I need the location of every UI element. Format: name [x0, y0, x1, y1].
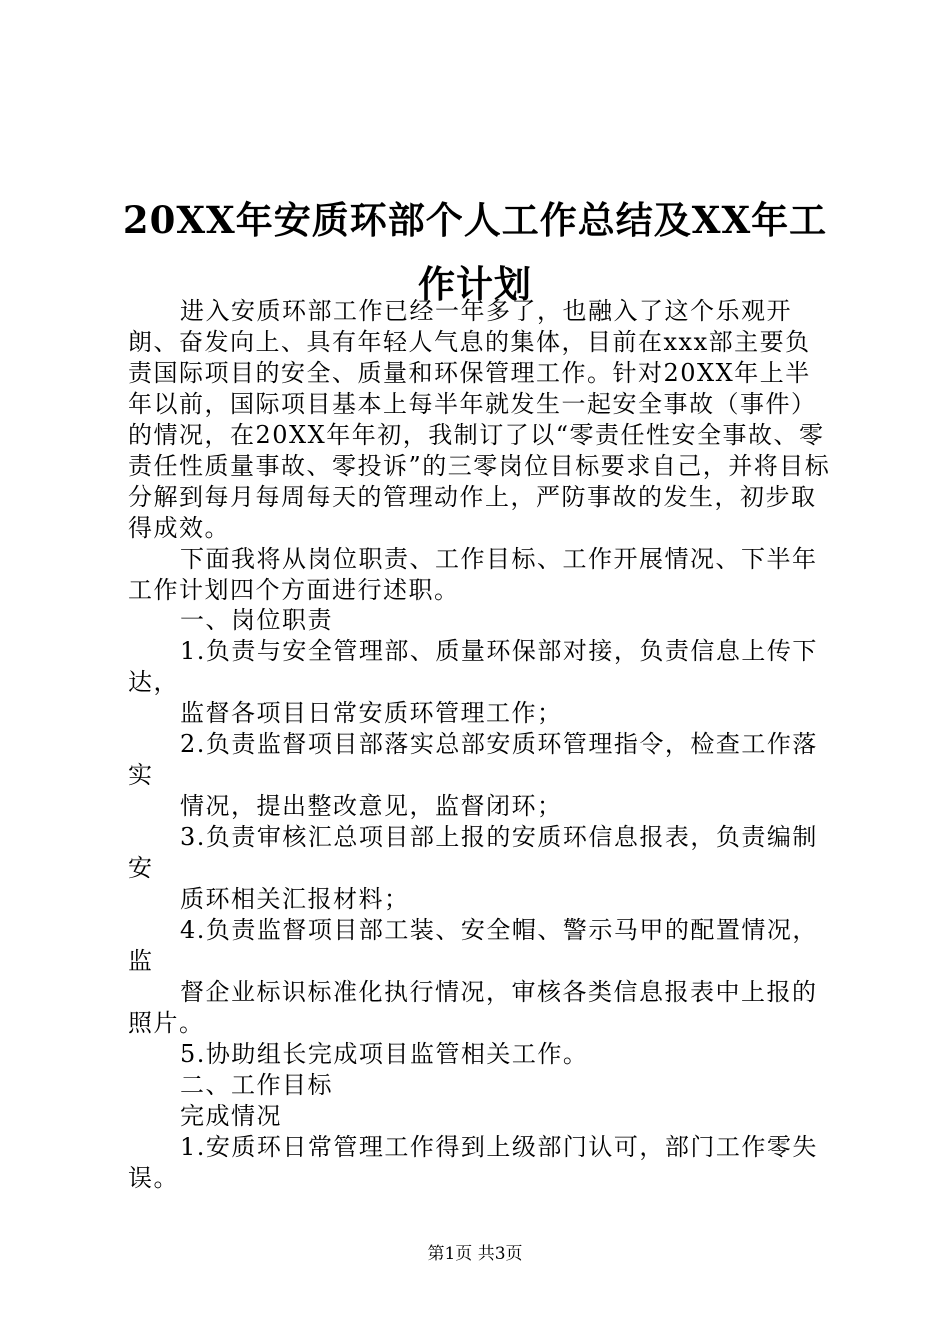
duty2-line1: 2.负责监督项目部落实总部安质环管理指令，检查工作落 [180, 730, 818, 758]
duty4-line2: 监 [128, 947, 154, 975]
page-footer: 第1页 共3页 [427, 1244, 523, 1264]
goal1-line1: 1.安质环日常管理工作得到上级部门认可，部门工作零失 [180, 1133, 818, 1161]
section1-heading: 一、岗位职责 [180, 606, 333, 634]
duty4-line4: 照片。 [128, 1009, 205, 1037]
completion-label: 完成情况 [180, 1102, 282, 1130]
section2-heading: 二、工作目标 [180, 1071, 333, 1099]
duty3-line3: 质环相关汇报材料； [180, 885, 410, 913]
duty1-line3: 监督各项目日常安质环管理工作； [180, 699, 563, 727]
intro-paragraph: 进入安质环部工作已经一年多了，也融入了这个乐观开朗、奋发向上、具有年轻人气息的集体，目前在xxx部主要负责国际项目的安全、质量和环保管理工作。针对20XX年上半年以前，国际项目基本上每半年就发生一起安全事故（事件）的情况，在20XX年年初，我制订了以“零责任性安全事故、零责任性质量事故、零投诉”的三零岗位目标要求自己，并将目标分解到每月每周每天的管理动作上，严防事故的发生，初步取得成效。 [128, 297, 831, 542]
duty4-line3: 督企业标识标准化执行情况，审核各类信息报表中上报的 [180, 978, 818, 1006]
goal1-line2: 误。 [128, 1164, 179, 1192]
document-title: 20XX年安质环部个人工作总结及XX年工作计划 [122, 198, 828, 306]
duty2-line2: 实 [128, 761, 154, 789]
duty3-line1: 3.负责审核汇总项目部上报的安质环信息报表，负责编制 [180, 823, 818, 851]
duty2-line3: 情况，提出整改意见，监督闭环； [180, 792, 563, 820]
duty1-line2: 达， [128, 668, 179, 696]
intro-paragraph-block [128, 296, 834, 544]
overview-paragraph-block [128, 544, 834, 606]
duty4-line1: 4.负责监督项目部工装、安全帽、警示马甲的配置情况， [180, 916, 818, 944]
duty1-line1: 1.负责与安全管理部、质量环保部对接，负责信息上传下 [180, 637, 818, 665]
overview-paragraph: 下面我将从岗位职责、工作目标、工作开展情况、下半年工作计划四个方面进行述职。 [128, 545, 818, 604]
duty3-line2: 安 [128, 854, 154, 882]
duty5-line: 5.协助组长完成项目监管相关工作。 [180, 1040, 589, 1068]
